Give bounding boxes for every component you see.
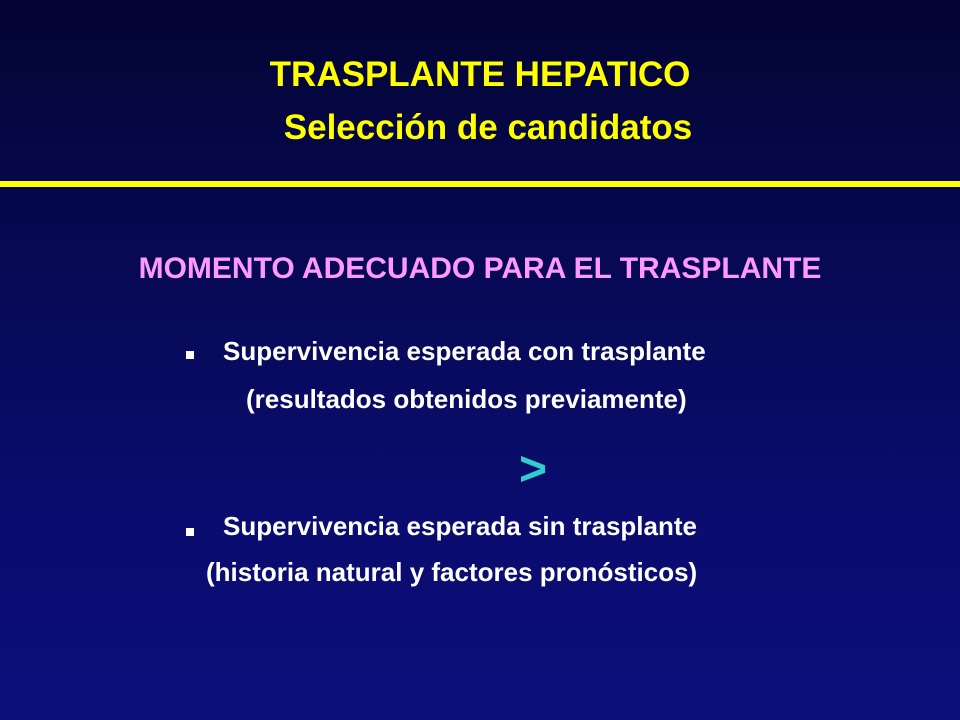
section-heading: MOMENTO ADECUADO PARA EL TRASPLANTE <box>138 252 822 285</box>
greater-than-symbol: > <box>518 443 548 496</box>
slide-subtitle: Selección de candidatos <box>283 108 693 147</box>
item-main-text: Supervivencia esperada con trasplante <box>223 336 706 366</box>
title-divider <box>0 181 960 187</box>
item-main-text: Supervivencia esperada sin trasplante <box>223 511 697 541</box>
item-detail-text: (historia natural y factores pronósticos) <box>206 557 698 587</box>
bullet-marker <box>186 351 194 359</box>
bullet-marker <box>186 528 194 536</box>
item-detail-text: (resultados obtenidos previamente) <box>246 384 687 414</box>
slide-title: TRASPLANTE HEPATICO <box>269 55 691 94</box>
